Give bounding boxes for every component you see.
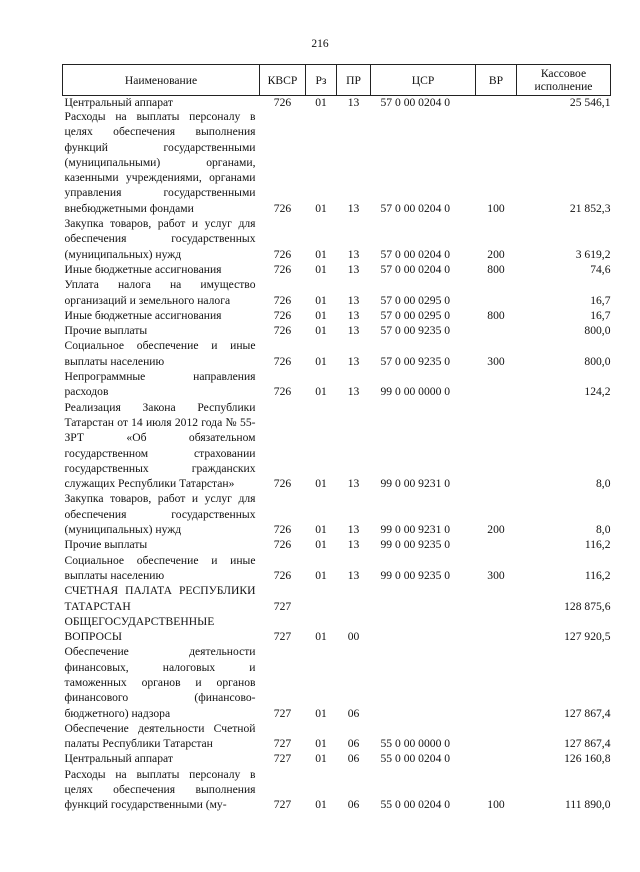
cell-rz: 01: [315, 262, 327, 276]
cell-kvsr: 726: [273, 308, 292, 322]
cell-vr: [476, 721, 517, 752]
cell-rz: 01: [315, 293, 327, 307]
cell-name: Прочие выплаты: [64, 324, 148, 338]
cell-vr: [476, 277, 517, 308]
cell-pr: 13: [347, 538, 360, 552]
cell-pr: 13: [347, 354, 360, 368]
cell-kvsr: 726: [273, 262, 292, 276]
cell-cash: 25 546,1: [569, 96, 611, 109]
cell-name: Прочие выплаты: [64, 538, 148, 552]
cell-cash: 116,2: [584, 538, 611, 552]
cell-kvsr: 726: [273, 385, 292, 399]
cell-vr: [476, 400, 517, 492]
cell-cash: 16,7: [590, 308, 611, 322]
table-row: [63, 614, 611, 645]
cell-kvsr: 727: [273, 752, 292, 766]
cell-csr: 99 0 00 9235 0: [380, 538, 451, 552]
cell-vr: [476, 96, 517, 110]
header-pr: ПР: [337, 65, 371, 96]
cell-pr: 06: [347, 752, 360, 766]
cell-pr: 13: [347, 96, 360, 109]
cell-pr: 13: [347, 477, 360, 491]
cell-vr: 200: [487, 247, 505, 261]
cell-vr: 100: [487, 201, 505, 215]
cell-kvsr: 726: [273, 324, 292, 338]
cell-csr: 55 0 00 0204 0: [380, 798, 451, 812]
cell-name: Центральный аппарат: [64, 96, 173, 109]
cell-rz: 01: [315, 324, 327, 338]
cell-cash: 800,0: [584, 354, 611, 368]
cell-kvsr: 726: [273, 523, 292, 537]
cell-csr: 57 0 00 0295 0: [380, 293, 451, 307]
cell-pr: 13: [347, 568, 360, 582]
cell-vr: [476, 751, 517, 766]
cell-cash: 8,0: [596, 523, 611, 537]
cell-csr: 57 0 00 0204 0: [380, 201, 451, 215]
cell-vr: [476, 537, 517, 552]
cell-pr: 13: [347, 293, 360, 307]
budget-table: [62, 64, 611, 813]
cell-cash: 74,6: [590, 262, 611, 276]
cell-csr: 57 0 00 0295 0: [380, 308, 451, 322]
table-row: [63, 262, 611, 277]
cell-name: Закупка товаров, работ и услуг для обеспечения государственных (муниципальных) нужд: [64, 217, 256, 261]
cell-vr: 800: [487, 262, 505, 276]
cell-rz: 01: [315, 247, 327, 261]
cell-name: Социальное обеспечение и иные выплаты населению: [64, 339, 256, 368]
cell-pr: 00: [347, 630, 360, 644]
cell-rz: 01: [315, 706, 327, 720]
header-vr: ВР: [476, 65, 517, 96]
cell-pr: [337, 583, 371, 614]
table-header-row: [63, 65, 611, 96]
table-row: [63, 553, 611, 584]
cell-rz: 01: [315, 308, 327, 322]
cell-pr: 13: [347, 385, 360, 399]
cell-pr: 13: [347, 201, 360, 215]
cell-pr: 13: [347, 523, 360, 537]
cell-cash: 116,2: [584, 568, 611, 582]
cell-rz: 01: [315, 737, 327, 751]
cell-cash: 124,2: [584, 385, 611, 399]
cell-rz: 01: [315, 477, 327, 491]
cell-cash: 127 867,4: [564, 706, 611, 720]
cell-kvsr: 727: [273, 737, 292, 751]
cell-name: Закупка товаров, работ и услуг для обеспечения государственных (муниципальных) нужд: [64, 492, 256, 537]
cell-cash: 126 160,8: [564, 752, 611, 766]
cell-rz: [306, 583, 337, 614]
cell-kvsr: 726: [273, 354, 292, 368]
cell-kvsr: 726: [273, 96, 292, 109]
header-cash: Кассовое исполнение: [517, 65, 611, 96]
cell-vr: [476, 644, 517, 720]
cell-rz: 01: [315, 523, 327, 537]
cell-kvsr: 727: [273, 599, 292, 613]
header-kvsr: КВСР: [260, 65, 306, 96]
cell-kvsr: 726: [273, 538, 292, 552]
cell-csr: 99 0 00 9231 0: [380, 523, 451, 537]
page-number: 216: [311, 38, 329, 50]
cell-cash: 21 852,3: [569, 201, 611, 215]
cell-csr: 99 0 00 9235 0: [380, 568, 451, 582]
cell-vr: [476, 369, 517, 400]
table-row: [63, 721, 611, 752]
cell-vr: [476, 614, 517, 645]
cell-kvsr: 727: [273, 706, 292, 720]
table-row: [63, 323, 611, 338]
cell-name: Социальное обеспечение и иные выплаты населению: [64, 553, 256, 582]
cell-pr: 13: [347, 324, 360, 338]
cell-cash: 8,0: [596, 477, 611, 491]
cell-kvsr: 726: [273, 247, 292, 261]
cell-vr: [476, 323, 517, 338]
table-row: [63, 109, 611, 216]
cell-pr: 06: [347, 798, 360, 812]
cell-csr: 99 0 00 9231 0: [380, 477, 451, 491]
cell-name: Реализация Закона Республики Татарстан от 14 июля 2012 года № 55-ЗРТ «Об обязательном государственном страховании государственных гражданских служащих Республики Татарстан»: [64, 400, 256, 491]
cell-kvsr: 727: [273, 798, 292, 812]
cell-name: Уплата налога на имущество организаций и земельного налога: [64, 278, 256, 307]
table-row: [63, 537, 611, 552]
cell-cash: 800,0: [584, 324, 611, 338]
cell-cash: 127 867,4: [564, 737, 611, 751]
cell-vr: 100: [487, 798, 505, 812]
cell-csr: 57 0 00 0204 0: [380, 247, 451, 261]
cell-pr: 13: [347, 247, 360, 261]
cell-rz: 01: [315, 201, 327, 215]
cell-rz: 01: [315, 538, 327, 552]
cell-name: Обеспечение деятельности финансовых, налоговых и таможенных органов и органов финансового (финансово-бюджетного) надзора: [64, 645, 256, 720]
table-row: [63, 277, 611, 308]
cell-rz: 01: [315, 96, 327, 109]
cell-name: ОБЩЕГОСУДАРСТВЕННЫЕ ВОПРОСЫ: [64, 614, 215, 644]
cell-csr: 99 0 00 0000 0: [380, 385, 451, 399]
cell-cash: 127 920,5: [564, 630, 611, 644]
header-name: Наименование: [63, 65, 260, 96]
cell-kvsr: 726: [273, 568, 292, 582]
cell-rz: 01: [315, 630, 327, 644]
cell-csr: 55 0 00 0000 0: [380, 737, 451, 751]
cell-csr: [371, 583, 476, 614]
cell-rz: 01: [315, 385, 327, 399]
table-row: [63, 308, 611, 323]
cell-rz: 01: [315, 354, 327, 368]
cell-csr: [371, 614, 476, 645]
cell-csr: [371, 644, 476, 720]
cell-name: Обеспечение деятельности Счетной палаты Республики Татарстан: [64, 721, 256, 751]
cell-kvsr: 727: [273, 630, 292, 644]
cell-pr: 13: [347, 262, 360, 276]
cell-name: Непрограммные направления расходов: [64, 370, 256, 399]
table-row: [63, 338, 611, 369]
cell-vr: [476, 583, 517, 614]
table-row: [63, 751, 611, 766]
cell-kvsr: 726: [273, 293, 292, 307]
cell-name: Центральный аппарат: [64, 752, 173, 766]
table-row: [63, 583, 611, 614]
cell-csr: 57 0 00 9235 0: [380, 324, 451, 338]
cell-pr: 06: [347, 706, 360, 720]
cell-cash: 128 875,6: [564, 599, 611, 613]
cell-rz: 01: [315, 752, 327, 766]
cell-pr: 06: [347, 737, 360, 751]
cell-name: Расходы на выплаты персоналу в целях обеспечения выполнения функций государственными (муниципальными) органами, казенными учреждениями, органами управления государственными внебюджетными фондами: [64, 110, 256, 215]
cell-rz: 01: [315, 798, 327, 812]
table-row: [63, 369, 611, 400]
cell-vr: 300: [487, 568, 505, 582]
cell-name: СЧЕТНАЯ ПАЛАТА РЕСПУБЛИКИ ТАТАРСТАН: [64, 584, 256, 613]
cell-csr: 55 0 00 0204 0: [380, 752, 451, 766]
cell-rz: 01: [315, 568, 327, 582]
cell-vr: 300: [487, 354, 505, 368]
cell-csr: 57 0 00 0204 0: [380, 262, 451, 276]
table-row: [63, 400, 611, 492]
table-row: [63, 644, 611, 720]
table-row: [63, 216, 611, 262]
cell-cash: 111 890,0: [564, 798, 611, 812]
cell-pr: 13: [347, 308, 360, 322]
cell-cash: 16,7: [590, 293, 611, 307]
cell-name: Иные бюджетные ассигнования: [64, 308, 222, 322]
cell-csr: 57 0 00 9235 0: [380, 354, 451, 368]
cell-vr: 200: [487, 523, 505, 537]
cell-vr: 800: [487, 308, 505, 322]
cell-kvsr: 726: [273, 477, 292, 491]
cell-csr: 57 0 00 0204 0: [380, 96, 451, 109]
cell-name: Иные бюджетные ассигнования: [64, 262, 222, 276]
table-row: [63, 96, 611, 110]
cell-kvsr: 726: [273, 201, 292, 215]
header-csr: ЦСР: [371, 65, 476, 96]
table-row: [63, 491, 611, 537]
table-row: [63, 767, 611, 813]
header-rz: Рз: [306, 65, 337, 96]
cell-cash: 3 619,2: [575, 247, 611, 261]
cell-name: Расходы на выплаты персоналу в целях обеспечения выполнения функций государственными (му-: [64, 767, 256, 812]
